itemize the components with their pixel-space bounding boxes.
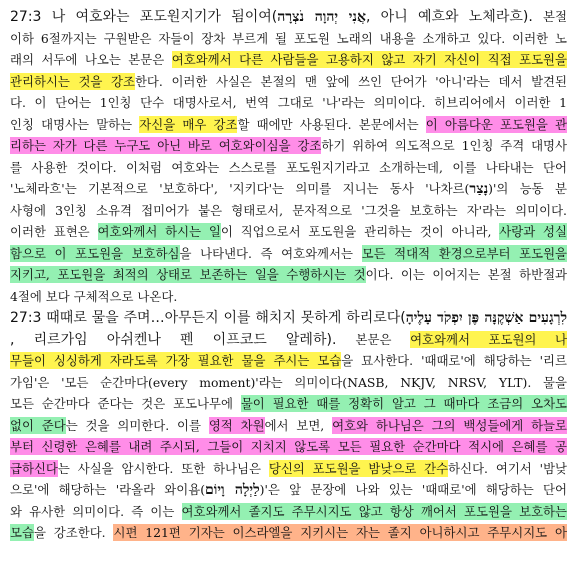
verse-heading: , 아니 예흐와 노체라흐). — [365, 9, 544, 25]
text-run: 가임'은 '모든 순간마다(every moment)'라는 의미이다(NASB, NKJV, NRSV, YLT). 물을 — [10, 374, 567, 390]
text-line — [10, 436, 567, 458]
text-run: 한다. 이러한 사실은 본절의 맨 앞에 쓰인 단어가 '아니'라는 데서 발견된 — [134, 73, 567, 89]
text-run: 는 사실을 암시한다. 또한 하나님은 — [57, 460, 269, 476]
text-run: 를 사용한 것이다. 이처럼 여호와는 스스로를 포도원지기라고 소개하는데, 이를 나타내는 단어 — [10, 159, 567, 175]
text-run: 을 나타낸다. 즉 여호와께서는 — [179, 245, 362, 261]
text-run: 이 직업으로서 포도원을 관리하는 것이 아니라, — [220, 224, 500, 239]
highlighted-text: 이 아름다운 포도원을 관 — [425, 116, 567, 132]
text-run: 을 묘사한다. '때때로'에 해당하는 '리르 — [341, 353, 567, 368]
text-line — [10, 415, 567, 437]
text-line — [10, 286, 567, 308]
hebrew-text: נָצַר — [469, 181, 489, 197]
highlighted-text: 여호와께서 포도원의 나 — [410, 331, 567, 347]
text-run: 다. 이 단어는 1인칭 단수 대명사로서, 번역 그대로 '나'라는 의미이다. 히브리어에서 이러한 1 — [10, 95, 567, 110]
hebrew-text: לַיְלָה וָיוֹם — [205, 482, 260, 498]
text-line — [10, 135, 567, 157]
text-run: 으로'에 해당하는 '라올라 와이욤( — [10, 482, 206, 497]
text-line — [10, 522, 567, 544]
text-line — [10, 71, 567, 93]
highlighted-text: 사랑과 성실 — [499, 224, 567, 239]
highlighted-text: 급하신다 — [10, 460, 58, 476]
text-line — [10, 479, 567, 501]
text-line — [10, 92, 567, 114]
highlighted-text: 물이 필요한 때를 정확히 알고 그 때마다 조금의 오차도 — [240, 396, 567, 411]
highlighted-text: 지키고, 포도원을 최적의 상태로 보존하는 일을 수행하시는 것 — [10, 267, 366, 282]
highlighted-text: 당신의 포도원을 밤낮으로 간수 — [268, 460, 449, 476]
highlighted-text: 여호와 하나님은 그의 백성들에게 하늘로 — [332, 417, 567, 433]
hebrew-text: אֲנִי יְהוָה נֹצְרָה — [277, 9, 366, 25]
verse-heading: 때때로 물을 주며…아무든지 이를 해치지 못하게 하리로다( — [46, 310, 406, 326]
text-line — [10, 200, 567, 222]
text-run: 모든 순간마다 준다는 것은 포도나무에 — [10, 396, 241, 411]
text-line — [10, 114, 567, 136]
text-line — [10, 178, 567, 200]
verse-heading: 27:3 — [10, 310, 47, 326]
text-line — [10, 49, 567, 71]
highlighted-text: 무들이 싱싱하게 자라도록 가장 필요한 물을 주시는 모습 — [10, 353, 342, 368]
text-run: 래의 서두에 나오는 본문은 — [10, 52, 172, 67]
text-run: 에서 보면, — [264, 417, 333, 433]
text-line — [10, 221, 567, 243]
highlighted-text: 리하는 자가 다른 누구도 아닌 바로 여호와이심을 강조 — [10, 138, 322, 153]
highlighted-text: 없이 준다 — [10, 417, 66, 433]
text-run: 을 강조한다. — [33, 525, 114, 540]
text-run: 하신다. 여기서 '밤낮 — [448, 460, 567, 476]
highlighted-text: 모든 적대적 환경으로부터 포도원을 — [361, 245, 567, 261]
text-run: 이하 6절까지는 구원받은 자들이 장차 부르게 될 포도원 노래의 내용을 소개하고 있다. 이러한 노 — [10, 30, 567, 46]
text-run: 인칭 대명사는 말하는 — [10, 116, 140, 132]
highlighted-text: 여호와께서 졸지도 주무시지도 않고 항상 깨어서 포도원을 보호하는 — [181, 503, 567, 519]
text-line — [10, 350, 567, 372]
highlighted-text: 관리하시는 것을 강조 — [10, 73, 135, 89]
highlighted-text: 부터 신령한 은혜를 내려 주시되, 그들이 지치지 않도록 모든 필요한 순간마다 적시에 은혜를 공 — [10, 439, 567, 454]
highlighted-text: 여호와께서 하시는 일 — [97, 224, 221, 239]
text-line — [10, 393, 567, 415]
text-run: 이러한 표현은 — [10, 224, 98, 239]
text-run: 할 때에만 사용된다. 본문에서는 — [237, 116, 426, 132]
text-run: '노체라흐'는 기본적으로 '보호하다', '지키다'는 의미를 지니는 동사 '나차르( — [10, 181, 470, 196]
text-line — [10, 458, 567, 480]
text-line — [10, 501, 567, 523]
highlighted-text: 모습 — [10, 525, 34, 540]
text-run: 사형에 3인칭 소유격 접미어가 붙은 형태로서, 문자적으로 '그것을 보호하는 자'라는 의미이다. — [10, 202, 567, 218]
verse-heading: 나 여호와는 포도원지기가 됨이여( — [51, 9, 278, 25]
text-run: 이다. 이는 이어지는 본절 하반절과 — [365, 267, 567, 282]
verse-heading: , 리르가임 아쉬켄나 펜 이프코드 알레하). — [10, 331, 356, 348]
hebrew-text: לִרְגָעִים אַשְׁקֶנָּה פֶּן יִפְקֹד עָלֶיהָ — [405, 310, 567, 326]
verse-heading: 27:3 — [10, 9, 52, 25]
text-run: 본문은 — [355, 331, 411, 347]
text-line — [10, 28, 567, 50]
text-run: )'의 능동 분 — [488, 181, 567, 196]
text-run: 본절 — [543, 9, 567, 24]
highlighted-text: 여호와께서 다른 사람들을 고용하지 않고 자기 자신이 직접 포도원을 — [171, 52, 567, 67]
text-run: 와 유사한 의미이다. 즉 이는 — [10, 503, 182, 519]
text-run: 는 것을 의미한다. 이를 — [65, 417, 209, 433]
highlighted-text: 자신을 매우 강조 — [139, 116, 238, 132]
text-line — [10, 329, 567, 351]
text-line — [10, 243, 567, 265]
highlighted-text: 함으로 이 포도원을 보호하심 — [10, 245, 180, 261]
highlighted-text: 시편 121편 기자는 이스라엘을 지키시는 자는 졸지 아니하시고 주무시지도 아 — [113, 525, 567, 540]
text-line — [10, 372, 567, 394]
text-run: )'은 앞 문장에 나와 있는 '때때로'에 해당하는 단어 — [259, 482, 567, 497]
highlighted-text: 영적 차원 — [208, 417, 265, 433]
text-run: 4절에 보다 구체적으로 나온다. — [10, 288, 178, 304]
text-line — [10, 307, 567, 329]
text-line — [10, 6, 567, 28]
text-line — [10, 264, 567, 286]
text-line — [10, 157, 567, 179]
text-run: 하기 위하여 의도적으로 1인칭 주격 대명사 — [321, 138, 567, 153]
